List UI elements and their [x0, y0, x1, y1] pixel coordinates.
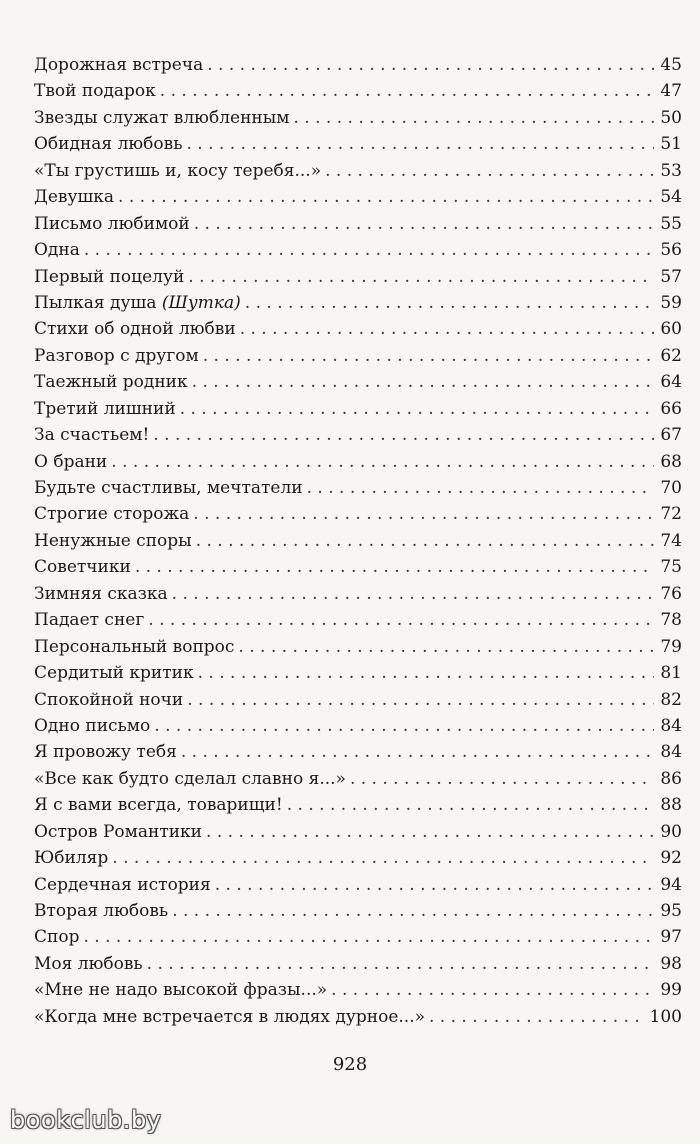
- toc-entry-page: 70: [660, 478, 682, 498]
- toc-entry-title-text: Твой подарок: [34, 81, 156, 102]
- toc-entry: [34, 554, 682, 580]
- toc-entry: [34, 766, 682, 792]
- toc-entry-page: 75: [660, 557, 682, 578]
- toc-entry-page: 55: [660, 213, 682, 234]
- toc-entry-title-text: Третий лишний: [34, 398, 176, 419]
- toc-entry-title-text: Зимняя сказка: [34, 583, 168, 604]
- toc-entry-page: 62: [660, 345, 682, 366]
- toc-entry-title: [34, 396, 176, 422]
- toc-entry-title: [34, 316, 236, 342]
- toc-leader-dots: [172, 898, 654, 924]
- toc-entry-title: [34, 687, 183, 713]
- toc-entry-page: 81: [660, 663, 682, 684]
- toc-leader-dots: [192, 369, 654, 395]
- toc-entry-page: 88: [660, 795, 682, 816]
- toc-leader-dots: [83, 924, 654, 950]
- toc-entry-title-text: Сердечная история: [34, 874, 211, 895]
- toc-entry-title: [34, 713, 150, 739]
- toc-entry-title-text: Юбиляр: [34, 848, 109, 869]
- toc-entry-title-text: Одна: [34, 240, 80, 261]
- toc-entry: [34, 819, 682, 845]
- toc-leader-dots: [112, 845, 654, 871]
- toc-entry-page: 94: [660, 874, 682, 895]
- toc-entry-title-text: Моя любовь: [34, 953, 143, 974]
- toc-entry-page: 53: [660, 160, 682, 181]
- toc-entry: [34, 184, 682, 210]
- toc-leader-dots: [111, 449, 654, 475]
- toc-entry-title-text: Письмо любимой: [34, 213, 190, 234]
- toc-leader-dots: [160, 78, 654, 104]
- toc-entry-title-text: Советчики: [34, 557, 131, 578]
- toc-entry-title: [34, 660, 194, 686]
- toc-entry-title-text: За счастьем!: [34, 425, 150, 446]
- toc-entry-title: [34, 951, 143, 977]
- toc-entry-title-text: Одно письмо: [34, 715, 151, 736]
- toc-entry-title-text: «Мне не надо высокой фразы...»: [34, 980, 328, 1001]
- toc-entry-page: 92: [660, 848, 682, 869]
- toc-entry-title-text: «Когда мне встречается в людях дурное...»: [34, 1006, 425, 1027]
- toc-entry-title: [34, 898, 168, 924]
- toc-entry-page: 82: [660, 689, 682, 710]
- toc-entry-title: [34, 78, 156, 104]
- toc-leader-dots: [154, 713, 654, 739]
- toc-entry-title: [34, 449, 107, 475]
- toc-leader-dots: [287, 792, 654, 818]
- toc-entry-page: 84: [660, 742, 682, 763]
- toc-leader-dots: [181, 739, 654, 765]
- toc-entry: [34, 634, 682, 660]
- toc-entry-title-text: Стихи об одной любви: [34, 319, 236, 340]
- toc-entry-title: [34, 422, 149, 448]
- toc-entry-title-text: Падает снег: [34, 610, 145, 631]
- toc-entry: [34, 845, 682, 871]
- toc-entry-title: [34, 528, 192, 554]
- toc-entry-title-text: «Ты грустишь и, косу теребя...»: [34, 160, 322, 181]
- toc-entry-page: 56: [660, 240, 682, 261]
- page-number: 928: [332, 1054, 368, 1075]
- toc-leader-dots: [193, 501, 654, 527]
- toc-entry-page: 97: [660, 927, 682, 948]
- toc-entry-title: [34, 105, 289, 131]
- toc-leader-dots: [84, 237, 654, 263]
- toc-entry: [34, 528, 682, 554]
- toc-entry-title: [34, 607, 144, 633]
- toc-entry-page: 90: [660, 821, 682, 842]
- toc-entry-page: 86: [660, 768, 682, 789]
- toc-entry-title: [34, 872, 211, 898]
- toc-entry: [34, 898, 682, 924]
- toc-entry-title: [34, 581, 168, 607]
- toc-leader-dots: [203, 343, 654, 369]
- toc-entry-title-text: Будьте счастливы, мечтатели: [34, 478, 303, 498]
- toc-entry-page: 68: [660, 451, 682, 472]
- toc-entry-page: 84: [660, 715, 682, 736]
- toc-entry: [34, 739, 682, 765]
- toc-entry-title-text: Обидная любовь: [34, 134, 183, 155]
- toc-entry: [34, 1004, 682, 1030]
- toc-leader-dots: [194, 211, 654, 237]
- toc-entry-page: 50: [660, 107, 682, 128]
- toc-entry-title-text: Спор: [34, 927, 80, 948]
- toc-entry: [34, 290, 682, 316]
- toc-entry: [34, 872, 682, 898]
- toc-entry-title: [34, 158, 321, 184]
- toc-leader-dots: [147, 951, 654, 977]
- toc-leader-dots: [135, 554, 654, 580]
- table-of-contents: [34, 52, 682, 1030]
- toc-entry-title-text: Остров Романтики: [34, 821, 203, 842]
- toc-entry: [34, 581, 682, 607]
- toc-entry-title-text: Я провожу тебя: [34, 742, 177, 763]
- toc-entry: [34, 237, 682, 263]
- toc-entry-page: 76: [660, 583, 682, 604]
- toc-entry: [34, 951, 682, 977]
- toc-entry-title: [34, 237, 80, 263]
- toc-entry-title-text: О брани: [34, 451, 108, 472]
- toc-entry-page: 99: [660, 980, 682, 1001]
- toc-entry-title: [34, 977, 327, 1003]
- toc-entry-title-text: Ненужные споры: [34, 530, 192, 551]
- toc-leader-dots: [238, 634, 654, 660]
- toc-leader-dots: [207, 52, 654, 78]
- toc-leader-dots: [331, 977, 654, 1003]
- toc-entry: [34, 316, 682, 342]
- toc-entry-title-text: Вторая любовь: [34, 901, 169, 921]
- toc-entry-page: 72: [660, 504, 682, 525]
- toc-entry-title-text: Я с вами всегда, товарищи!: [34, 795, 283, 816]
- toc-entry-page: 78: [660, 610, 682, 631]
- toc-entry-title: [34, 766, 346, 792]
- toc-leader-dots: [350, 766, 654, 792]
- toc-entry: [34, 211, 682, 237]
- watermark: bookclub.by: [10, 1106, 162, 1134]
- toc-entry-title: [34, 792, 283, 818]
- toc-leader-dots: [240, 316, 654, 342]
- toc-leader-dots: [325, 158, 654, 184]
- toc-entry: [34, 977, 682, 1003]
- toc-leader-dots: [180, 396, 654, 422]
- toc-entry-page: 67: [660, 425, 682, 446]
- toc-leader-dots: [429, 1004, 646, 1030]
- toc-entry-page: 59: [660, 292, 682, 313]
- toc-entry: [34, 475, 682, 501]
- toc-entry-page: 54: [660, 187, 682, 208]
- toc-entry-title-text: Девушка: [34, 187, 115, 208]
- toc-entry-page: 64: [660, 372, 682, 393]
- toc-entry-title: [34, 739, 177, 765]
- toc-leader-dots: [196, 528, 654, 554]
- toc-entry-title: [34, 131, 182, 157]
- toc-entry: [34, 369, 682, 395]
- toc-entry: [34, 607, 682, 633]
- toc-entry: [34, 158, 682, 184]
- toc-leader-dots: [245, 290, 654, 316]
- toc-entry-title-text: Спокойной ночи: [34, 689, 184, 710]
- toc-leader-dots: [148, 607, 654, 633]
- toc-entry-title: [34, 343, 199, 369]
- toc-entry: [34, 78, 682, 104]
- toc-entry-page: 74: [660, 530, 682, 551]
- toc-entry: [34, 713, 682, 739]
- toc-leader-dots: [186, 131, 654, 157]
- toc-entry-page: 60: [660, 319, 682, 340]
- toc-leader-dots: [307, 475, 654, 501]
- toc-entry-subtitle: (Шутка): [161, 292, 241, 313]
- toc-entry-title: [34, 819, 202, 845]
- toc-entry-title: [34, 501, 189, 527]
- toc-entry-title: [34, 634, 234, 660]
- toc-entry: [34, 792, 682, 818]
- toc-entry-title: [34, 369, 188, 395]
- toc-entry-title: [34, 924, 79, 950]
- toc-entry-page: 95: [660, 901, 682, 921]
- toc-entry-title-text: Строгие сторожа: [34, 504, 190, 525]
- toc-entry-page: 100: [649, 1006, 682, 1027]
- toc-entry: [34, 343, 682, 369]
- toc-entry: [34, 501, 682, 527]
- toc-entry: [34, 422, 682, 448]
- toc-leader-dots: [215, 872, 654, 898]
- toc-entry-title: [34, 845, 108, 871]
- toc-leader-dots: [293, 105, 654, 131]
- toc-entry-page: 57: [660, 266, 682, 287]
- toc-entry-title-text: Дорожная встреча: [34, 55, 204, 75]
- toc-entry: [34, 131, 682, 157]
- toc-entry-title: [34, 290, 241, 316]
- toc-entry-title-text: Звезды служат влюбленным: [34, 107, 290, 128]
- toc-leader-dots: [118, 184, 654, 210]
- toc-leader-dots: [206, 819, 654, 845]
- toc-entry-title: [34, 264, 184, 290]
- toc-entry-title-text: Пылкая душа: [34, 292, 157, 313]
- toc-entry: [34, 264, 682, 290]
- toc-entry-title: [34, 211, 190, 237]
- toc-entry: [34, 52, 682, 78]
- toc-entry-title: [34, 554, 131, 580]
- toc-entry-title-text: «Все как будто сделал славно я...»: [34, 768, 346, 789]
- toc-entry-title-text: Разговор с другом: [34, 345, 199, 366]
- toc-entry-title: [34, 475, 303, 501]
- toc-entry-page: 47: [660, 81, 682, 102]
- toc-entry: [34, 660, 682, 686]
- toc-entry: [34, 105, 682, 131]
- toc-entry-page: 45: [660, 55, 682, 75]
- toc-entry-page: 79: [660, 636, 682, 657]
- toc-entry: [34, 396, 682, 422]
- toc-entry-title-text: Персональный вопрос: [34, 636, 235, 657]
- toc-entry-title: [34, 184, 114, 210]
- toc-entry-page: 51: [660, 134, 682, 155]
- toc-entry-title-text: Первый поцелуй: [34, 266, 185, 287]
- toc-leader-dots: [187, 687, 654, 713]
- toc-leader-dots: [172, 581, 654, 607]
- toc-entry-page: 66: [660, 398, 682, 419]
- toc-entry: [34, 687, 682, 713]
- toc-entry-title-text: Таежный родник: [34, 372, 188, 393]
- toc-entry-page: 98: [660, 953, 682, 974]
- toc-entry: [34, 449, 682, 475]
- toc-leader-dots: [198, 660, 654, 686]
- toc-leader-dots: [188, 264, 654, 290]
- toc-entry-title: [34, 52, 203, 78]
- toc-leader-dots: [153, 422, 654, 448]
- toc-entry: [34, 924, 682, 950]
- toc-entry-title: [34, 1004, 425, 1030]
- toc-entry-title-text: Сердитый критик: [34, 663, 194, 684]
